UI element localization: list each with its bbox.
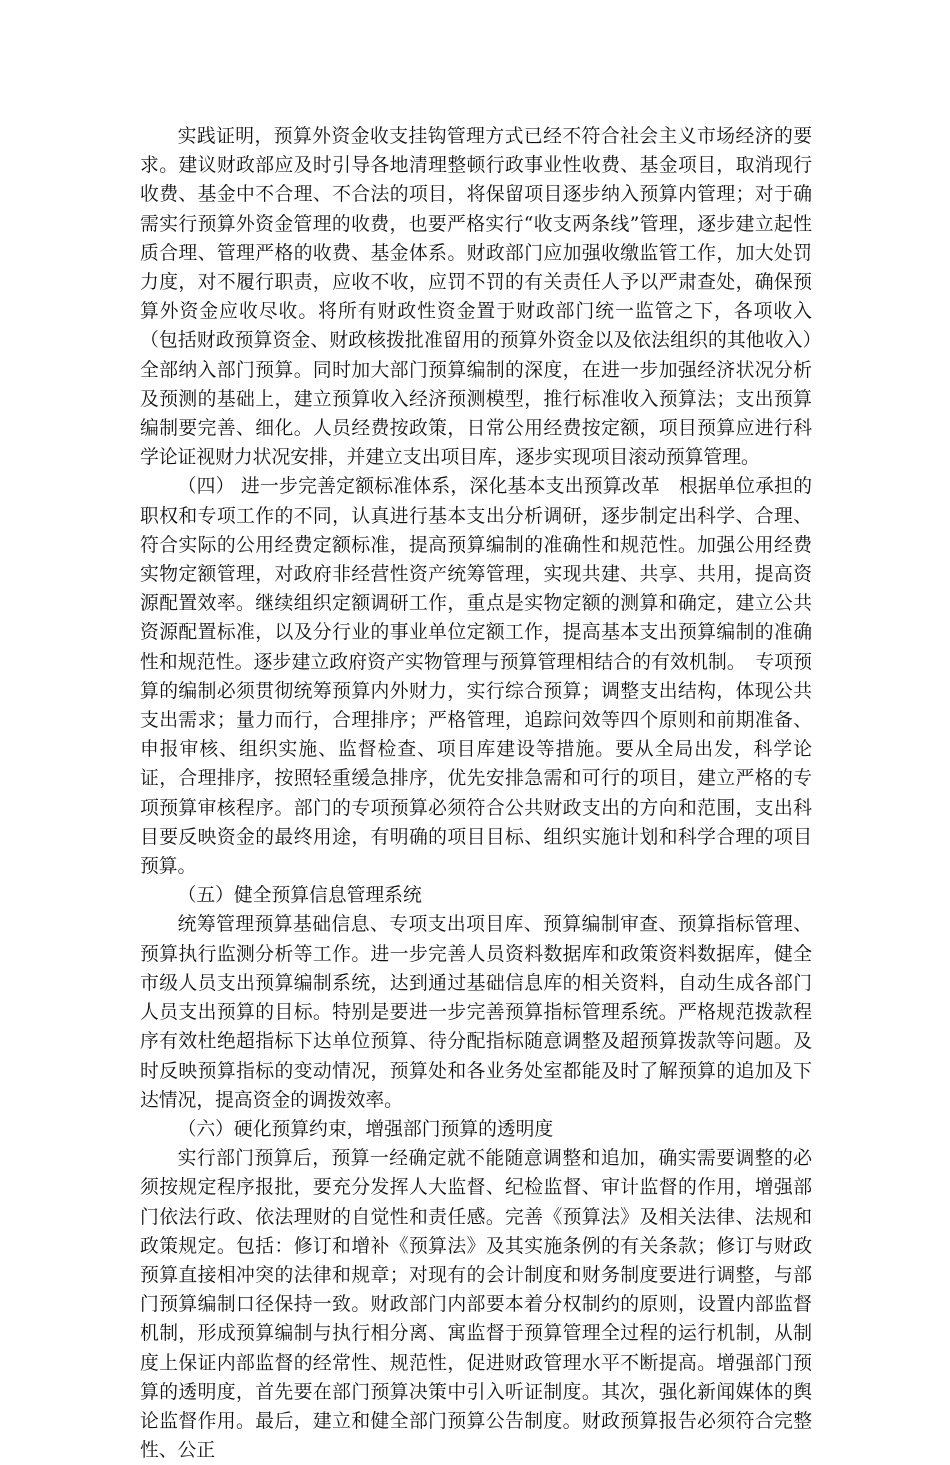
document-page — [140, 122, 812, 1465]
section-heading-5: （五）健全预算信息管理系统 — [177, 885, 422, 907]
paragraph-budget-transparency: 实行部门预算后，预算一经确定就不能随意调整和追加，确实需要调整的必须按规定程序报批，要充分发挥人大监督、纪检监督、审计监督的作用，增强部门依法行政、依法理财的自觉性和责任感。完善《预算法》及相关法律、法规和政策规定。包括：修订和增补《预算法》及其实施条例的有关条款；修订与财政预算直接相冲突的法律和规章；对现有的会计制度和财务制度要进行调整，与部门预算编制口径保持一致。财政部门内部要本着分权制约的原则，设置内部监督机制，形成预算编制与执行相分离、寓监督于预算管理全过程的运行机制，从制度上保证内部监督的经常性、规范性，促进财政管理水平不断提高。增强部门预算的透明度，首先要在部门预算决策中引入听证制度。其次，强化新闻媒体的舆论监督作用。最后，建立和健全部门预算公告制度。财政预算报告必须符合完整性、公正 — [140, 1148, 812, 1462]
paragraph-section-4-quota-standards: （四） 进一步完善定额标准体系，深化基本支出预算改革 根据单位承担的职权和专项工作的不同，认真进行基本支出分析调研，逐步制定出科学、合理、符合实际的公用经费定额标准，提高预算编制的准确性和规范性。加强公用经费实物定额管理，对政府非经营性资产统筹管理，实现共建、共享、共用，提高资源配置效率。继续组织定额调研工作，重点是实物定额的测算和确定，建立公共资源配置标准，以及分行业的事业单位定额工作，提高基本支出预算编制的准确性和规范性。逐步建立政府资产实物管理与预算管理相结合的有效机制。 专项预算的编制必须贯彻统筹预算内外财力，实行综合预算；调整支出结构，体现公共支出需求；量力而行，合理排序；严格管理，追踪问效等四个原则和前期准备、申报审核、组织实施、监督检查、项目库建设等措施。要从全局出发，科学论证，合理排序，按照轻重缓急排序，优先安排急需和可行的项目，建立严格的专项预算审核程序。部门的专项预算必须符合公共财政支出的方向和范围，支出科目要反映资金的最终用途，有明确的项目目标、组织实施计划和科学合理的项目预算。 — [140, 476, 812, 878]
paragraph-extra-budget-funds: 实践证明，预算外资金收支挂钩管理方式已经不符合社会主义市场经济的要求。建议财政部应及时引导各地清理整顿行政事业性收费、基金项目，取消现行收费、基金中不合理、不合法的项目，将保留项目逐步纳入预算内管理；对于确需实行预算外资金管理的收费，也要严格实行“收支两条线”管理，逐步建立起性质合理、管理严格的收费、基金体系。财政部门应加强收缴监管工作，加大处罚力度，对不履行职责，应收不收，应罚不罚的有关责任人予以严肃查处，确保预算外资金应收尽收。将所有财政性资金置于财政部门统一监管之下，各项收入（包括财政预算资金、财政核拨批准留用的预算外资金以及依法组织的其他收入）全部纳入部门预算。同时加大部门预算编制的深度，在进一步加强经济状况分析及预测的基础上，建立预算收入经济预测模型，推行标准收入预算法；支出预算编制要完善、细化。人员经费按政策，日常公用经费按定额，项目预算应进行科学论证视财力状况安排，并建立支出项目库，逐步实现项目滚动预算管理。 — [140, 126, 812, 469]
section-heading-6: （六）硬化预算约束，增强部门预算的透明度 — [177, 1118, 554, 1140]
paragraph-budget-information-system: 统筹管理预算基础信息、专项支出项目库、预算编制审查、预算指标管理、预算执行监测分析等工作。进一步完善人员资料数据库和政策资料数据库，健全市级人员支出预算编制系统，达到通过基础信息库的相关资料，自动生成各部门人员支出预算的目标。特别是要进一步完善预算指标管理系统。严格规范拨款程序有效杜绝超指标下达单位预算、待分配指标随意调整及超预算拨款等问题。及时反映预算指标的变动情况，预算处和各业务处室都能及时了解预算的追加及下达情况，提高资金的调拨效率。 — [140, 914, 812, 1111]
